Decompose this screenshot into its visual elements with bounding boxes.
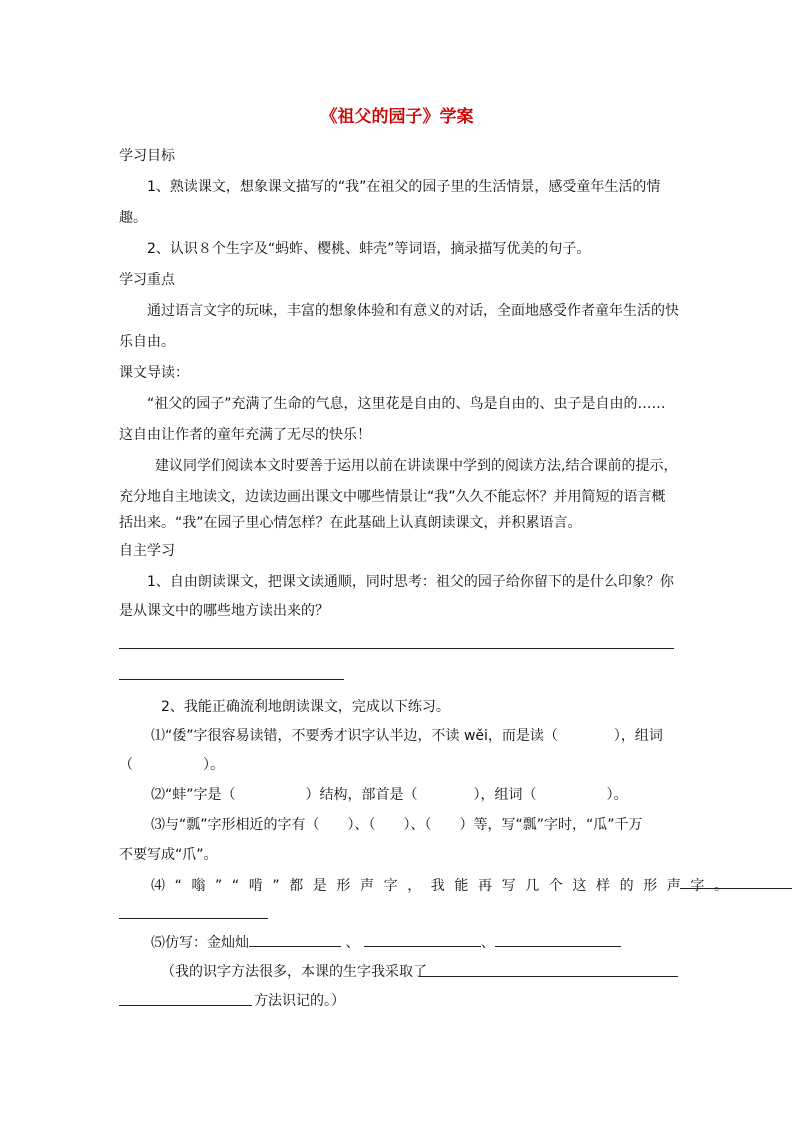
exercise-4-blank-cont[interactable] — [119, 918, 268, 919]
exercise-1: ⑴“倭”字很容易读错，不要秀才识字认半边，不读 wěi，而是读（ ），组词 — [151, 728, 663, 744]
exercise-5-blank-3[interactable] — [495, 932, 621, 947]
exercise-5-separator-1: 、 — [345, 935, 360, 951]
focus-heading: 学习重点 — [119, 272, 175, 288]
answer-line-1[interactable] — [119, 648, 674, 649]
guide-paragraph-2-end: 括出来。“我”在园子里心情怎样？在此基础上认真朗读课文，并积累语言。 — [119, 515, 582, 531]
guide-paragraph-1-cont: 这自由让作者的童年充满了无尽的快乐！ — [119, 427, 371, 443]
guide-paragraph-1: “祖父的园子”充满了生命的气息，这里花是自由的、鸟是自由的、虫子是自由的…… — [147, 396, 666, 412]
goals-heading: 学习目标 — [119, 148, 175, 164]
method-note-blank[interactable] — [420, 976, 678, 977]
exercise-3: ⑶与“瓢”字形相近的字有（ ）、（ ）、（ ）等，写“瓢”字时，“瓜”千万 — [151, 817, 643, 833]
focus-text-cont: 乐自由。 — [119, 334, 175, 350]
exercise-4-blank[interactable] — [680, 888, 792, 889]
method-note-cont: 方法识记的。） — [254, 993, 345, 1009]
exercise-5-blank-2[interactable] — [364, 932, 481, 947]
question-1: 1、自由朗读课文，把课文读通顺，同时思考：祖父的园子给你留下的是什么印象？你 — [147, 574, 674, 590]
question-1-cont: 是从课文中的哪些地方读出来的？ — [119, 603, 329, 619]
guide-paragraph-2: 建议同学们阅读本文时要善于运用以前在讲读课中学到的阅读方法,结合课前的提示， — [155, 458, 678, 474]
exercise-5-blank-1[interactable] — [249, 932, 341, 947]
goal-item-2: 2、认识８个生字及“蚂蚱、樱桃、蚌壳”等词语，摘录描写优美的句子。 — [147, 241, 591, 257]
exercise-5 — [151, 932, 621, 953]
guide-heading: 课文导读： — [119, 365, 189, 381]
question-2: 2、我能正确流利地朗读课文，完成以下练习。 — [161, 699, 450, 715]
exercise-1-cont: （ ）。 — [119, 757, 224, 773]
goal-item-1: 1、熟读课文，想象课文描写的“我”在祖父的园子里的生活情景，感受童年生活的情 — [147, 179, 661, 195]
focus-text: 通过语言文字的玩味，丰富的想象体验和有意义的对话，全面地感受作者童年生活的快 — [147, 303, 679, 319]
exercise-2: ⑵“蚌”字是（ ）结构，部首是（ ），组词（ ）。 — [151, 787, 628, 803]
method-note: （我的识字方法很多，本课的生字我采取了 — [161, 964, 427, 980]
answer-line-2[interactable] — [119, 679, 344, 680]
method-note-blank-cont[interactable] — [119, 1005, 252, 1006]
exercise-5-label: ⑸仿写：金灿灿 — [151, 935, 249, 951]
goal-item-1-cont: 趣。 — [119, 210, 147, 226]
self-study-heading: 自主学习 — [119, 543, 175, 559]
guide-paragraph-2-cont: 充分地自主地读文，边读边画出课文中哪些情景让“我”久久不能忘怀？并用简短的语言概 — [119, 489, 666, 505]
exercise-4: ⑷“嗡”“啃”都是形声字，我能再写几个这样的形声字。 — [151, 878, 738, 894]
exercise-3-cont: 不要写成“爪”。 — [119, 847, 218, 863]
page-title: 《祖父的园子》学案 — [320, 107, 474, 127]
exercise-5-separator-2: 、 — [480, 935, 495, 951]
